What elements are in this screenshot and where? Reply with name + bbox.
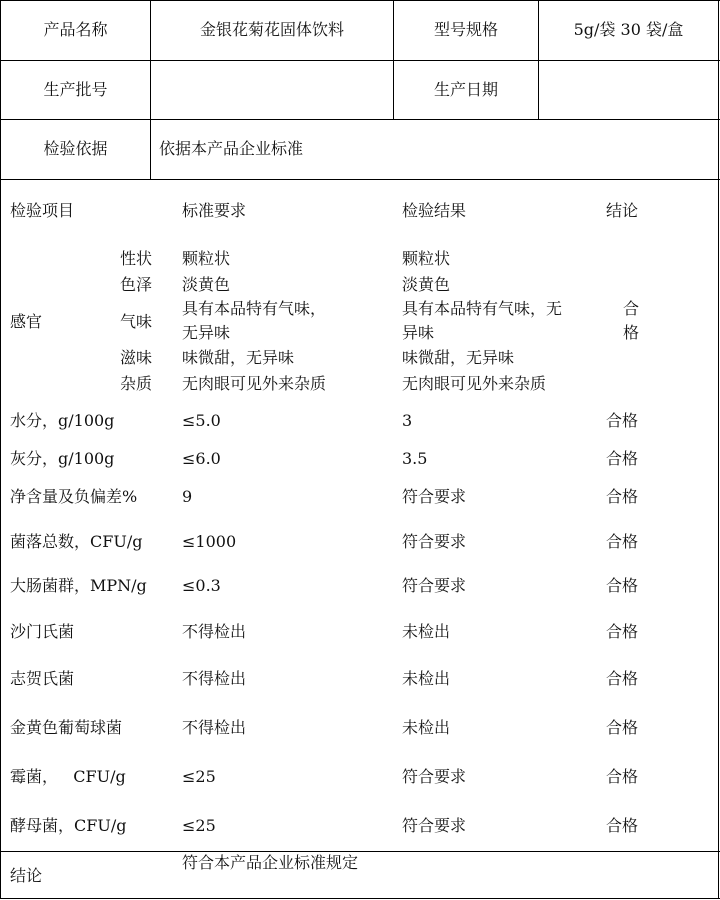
left-border — [0, 0, 1, 899]
item-conclusion: 合格 — [606, 718, 639, 737]
sensory-standard: 具有本品特有气味， — [182, 299, 327, 318]
top-border — [0, 0, 720, 1]
sensory-conclusion: 合 — [623, 299, 640, 318]
row-divider — [0, 179, 720, 180]
item-result: 符合要求 — [402, 767, 467, 786]
item-name: 志贺氏菌 — [10, 669, 75, 688]
item-result: 未检出 — [402, 622, 451, 641]
item-result: 符合要求 — [402, 576, 467, 595]
sensory-standard: 味微甜，无异味 — [182, 348, 295, 367]
sensory-result: 淡黄色 — [402, 275, 451, 294]
item-result: 3 — [402, 411, 413, 430]
sensory-standard: 颗粒状 — [182, 249, 231, 268]
item-name: 净含量及负偏差% — [10, 487, 138, 506]
item-standard: 不得检出 — [182, 669, 247, 688]
footer-value: 符合本产品企业标准规定 — [182, 853, 359, 872]
sensory-standard: 无肉眼可见外来杂质 — [182, 374, 327, 393]
item-conclusion: 合格 — [606, 532, 639, 551]
row-divider — [0, 60, 720, 61]
item-conclusion: 合格 — [606, 487, 639, 506]
row-divider — [0, 119, 720, 120]
product-name-value: 金银花菊花固体饮料 — [199, 20, 344, 39]
item-name: 灰分，g/100g — [10, 449, 115, 468]
column-result: 检验结果 — [402, 201, 467, 220]
column-item: 检验项目 — [10, 201, 75, 220]
item-name: 金黄色葡萄球菌 — [10, 718, 123, 737]
item-conclusion: 合格 — [606, 576, 639, 595]
sensory-conclusion: 格 — [623, 323, 640, 342]
item-name: 沙门氏菌 — [10, 622, 75, 641]
item-standard: ≤6.0 — [182, 449, 221, 468]
item-conclusion: 合格 — [606, 767, 639, 786]
sensory-result: 异味 — [402, 323, 435, 342]
sensory-attr: 杂质 — [120, 374, 153, 393]
sensory-result: 颗粒状 — [402, 249, 451, 268]
item-name: 大肠菌群，MPN/g — [10, 576, 147, 595]
item-standard: 不得检出 — [182, 718, 247, 737]
sensory-attr: 色泽 — [120, 275, 153, 294]
item-result: 3.5 — [402, 449, 428, 468]
column-conclusion: 结论 — [606, 201, 639, 220]
item-conclusion: 合格 — [606, 622, 639, 641]
item-name: 水分，g/100g — [10, 411, 115, 430]
item-standard: ≤0.3 — [182, 576, 221, 595]
model-value: 5g/袋 30 袋/盒 — [573, 20, 684, 39]
item-result: 未检出 — [402, 718, 451, 737]
col-divider — [393, 0, 394, 120]
sensory-standard: 淡黄色 — [182, 275, 231, 294]
sensory-result: 具有本品特有气味，无 — [402, 299, 563, 318]
sensory-result: 味微甜，无异味 — [402, 348, 515, 367]
col-divider — [538, 0, 539, 120]
sensory-standard: 无异味 — [182, 323, 231, 342]
item-standard: ≤25 — [182, 816, 216, 835]
item-name: 霉菌， CFU/g — [10, 767, 126, 786]
sensory-result: 无肉眼可见外来杂质 — [402, 374, 547, 393]
right-border — [718, 0, 719, 899]
item-conclusion: 合格 — [606, 669, 639, 688]
batch-label: 生产批号 — [43, 80, 108, 99]
item-result: 符合要求 — [402, 532, 467, 551]
model-label: 型号规格 — [433, 20, 498, 39]
item-result: 符合要求 — [402, 487, 467, 506]
item-standard: ≤25 — [182, 767, 216, 786]
date-label: 生产日期 — [433, 80, 498, 99]
item-result: 未检出 — [402, 669, 451, 688]
item-conclusion: 合格 — [606, 411, 639, 430]
basis-value: 依据本产品企业标准 — [159, 139, 304, 158]
item-standard: ≤1000 — [182, 532, 237, 551]
sensory-attr: 气味 — [120, 312, 153, 331]
item-standard: ≤5.0 — [182, 411, 221, 430]
item-conclusion: 合格 — [606, 816, 639, 835]
column-standard: 标准要求 — [182, 201, 247, 220]
footer-label: 结论 — [10, 866, 43, 885]
row-divider — [0, 851, 720, 852]
item-standard: 9 — [182, 487, 193, 506]
sensory-attr: 性状 — [120, 249, 153, 268]
item-standard: 不得检出 — [182, 622, 247, 641]
item-conclusion: 合格 — [606, 449, 639, 468]
sensory-label: 感官 — [10, 312, 43, 331]
item-name: 酵母菌，CFU/g — [10, 816, 127, 835]
bottom-border — [0, 898, 720, 899]
basis-label: 检验依据 — [43, 139, 108, 158]
item-result: 符合要求 — [402, 816, 467, 835]
item-name: 菌落总数，CFU/g — [10, 532, 143, 551]
product-name-label: 产品名称 — [43, 20, 108, 39]
sensory-attr: 滋味 — [120, 348, 153, 367]
